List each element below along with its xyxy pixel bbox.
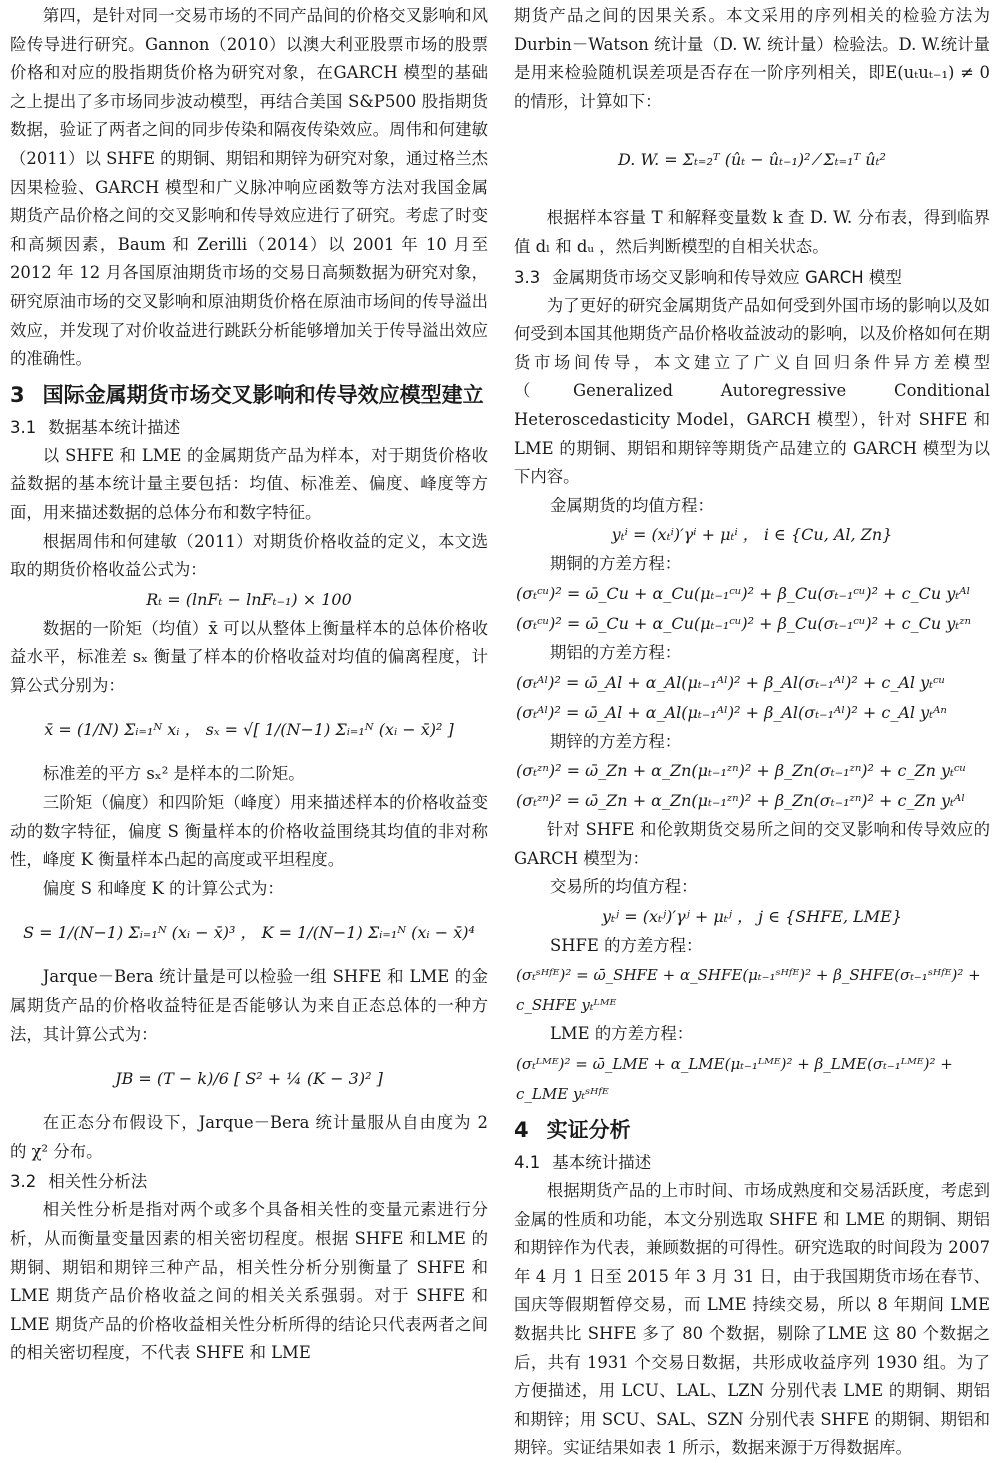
label: 期铜的方差方程： — [550, 554, 682, 574]
label: 期锌的方差方程： — [550, 731, 682, 751]
equation-shfe-variance: (σₜˢᴴᶠᴱ)² = ω̄_SHFE + α_SHFE(μₜ₋₁ˢᴴᶠᴱ)² + β_SHFE(σₜ₋₁ˢᴴᶠᴱ)² + c_SHFE yₜᴸᴹᴱ — [516, 966, 981, 1015]
equation-metal-mean: yₜⁱ = (xₜⁱ)′γⁱ + μₜⁱ ， i ∈ {Cu, Al, Zn} — [611, 525, 893, 545]
subsection-title: 相关性分析法 — [48, 1172, 148, 1192]
subsection-number: 3.1 — [10, 417, 37, 437]
paragraph: 三阶矩（偏度）和四阶矩（峰度）用来描述样本的价格收益变动的数字特征，偏度 S 衡量样本的价格收益围绕其均值的非对称性，峰度 K 衡量样本凸起的高度或平坦程度。 — [10, 793, 488, 870]
equation-mean-std: x̄ = (1/N) Σᵢ₌₁ᴺ xᵢ ， sₓ = √[ 1/(N−1) Σᵢ₌₁ᴺ (xᵢ − x̄)² ] — [44, 720, 454, 740]
equation-zn-variance-2: (σₜᶻⁿ)² = ω̄_Zn + α_Zn(μₜ₋₁ᶻⁿ)² + β_Zn(σₜ₋₁ᶻⁿ)² + c_Zn yₜᴬˡ — [516, 791, 966, 811]
equation-exchange-mean: yₜʲ = (xₜʲ)′γʲ + μₜʲ ， j ∈ {SHFE, LME} — [601, 906, 903, 926]
label: LME 的方差方程： — [550, 1024, 694, 1044]
label: 交易所的均值方程： — [550, 877, 698, 897]
subsection-4-1-heading — [514, 1149, 990, 1177]
equation-zn-variance-1: (σₜᶻⁿ)² = ω̄_Zn + α_Zn(μₜ₋₁ᶻⁿ)² + β_Zn(σₜ₋₁ᶻⁿ)² + c_Zn yₜᶜᵘ — [516, 761, 967, 781]
subsection-number: 4.1 — [514, 1153, 541, 1173]
paragraph: 期货产品之间的因果关系。本文采用的序列相关的检验方法为 Durbin－Watson 统计量（D. W. 统计量）检验法。D. W.统计量是用来检验随机误差项是否存在一阶序列相关，即E(uₜuₜ₋₁) ≠ 0 的情形，计算如下： — [514, 6, 990, 111]
section-3-heading — [10, 380, 488, 410]
subsection-title: 金属期货市场交叉影响和传导效应 GARCH 模型 — [552, 267, 902, 287]
subsection-3-2-heading — [10, 1168, 488, 1196]
paragraph: 根据周伟和何建敏（2011）对期货价格收益的定义，本文选取的期货价格收益公式为： — [10, 531, 488, 580]
paragraph: Jarque－Bera 统计量是可以检验一组 SHFE 和 LME 的金属期货产品的价格收益特征是否能够认为来自正态总体的一种方法，其计算公式为： — [10, 967, 488, 1044]
equation-lme-variance: (σₜᴸᴹᴱ)² = ω̄_LME + α_LME(μₜ₋₁ᴸᴹᴱ)² + β_LME(σₜ₋₁ᴸᴹᴱ)² + c_LME yₜˢᴴᶠᴱ — [516, 1055, 953, 1104]
equation-skew-kurt: S = 1/(N−1) Σᵢ₌₁ᴺ (xᵢ − x̄)³ ， K = 1/(N−1) Σᵢ₌₁ᴺ (xᵢ − x̄)⁴ — [23, 923, 475, 943]
paragraph: 数据的一阶矩（均值）x̄ 可以从整体上衡量样本的总体价格收益水平，标准差 sₓ 衡量了样本的价格收益对均值的偏离程度，计算公式分别为： — [10, 618, 488, 695]
subsection-3-3-heading — [514, 264, 990, 292]
equation-al-variance-2: (σₜᴬˡ)² = ω̄_Al + α_Al(μₜ₋₁ᴬˡ)² + β_Al(σₜ₋₁ᴬˡ)² + c_Al yₜᴬⁿ — [516, 702, 947, 722]
right-column — [514, 2, 990, 1463]
subsection-number: 3.2 — [10, 1172, 37, 1192]
paragraph: 以 SHFE 和 LME 的金属期货产品为样本，对于期货价格收益数据的基本统计量主要包括：均值、标准差、偏度、峰度等方面，用来描述数据的总体分布和数字特征。 — [10, 445, 488, 522]
paragraph-lit-review-4: 第四，是针对同一交易市场的不同产品间的价格交叉影响和风险传导进行研究。Gannon（2010）以澳大利亚股票市场的股票价格和对应的股指期货价格为研究对象，在GARCH 模型的基础之上提出了多市场同步波动模型，再结合美国 S&P500 股指期货数据，验证了两者之间的同步传染和隔夜传染效应。周伟和何建敏（2011）以 SHFE 的期铜、期铝和期锌为研究对象，通过格兰杰因果检验、GARCH 模型和广义脉冲响应函数等方法对我国金属期货产品价格之间的交叉影响和传导效应进行了研究。考虑了时变和高频因素，Baum 和 Zerilli（2014）以 2001 年 10 月至 2012 年 12 月各国原油期货市场的交易日高频数据为研究对象，研究原油市场的交叉影响和原油期货价格在原油市场间的传导溢出效应，并发现了对价收益进行跳跃分析能够增加关于传导溢出效应的准确性。 — [10, 6, 488, 369]
equation-cu-variance-1: (σₜᶜᵘ)² = ω̄_Cu + α_Cu(μₜ₋₁ᶜᵘ)² + β_Cu(σₜ₋₁ᶜᵘ)² + c_Cu yₜᴬˡ — [516, 583, 971, 603]
equation-durbin-watson: D. W. = Σₜ₌₂ᵀ (ûₜ − ûₜ₋₁)² ⁄ Σₜ₌₁ᵀ ûₜ² — [618, 150, 886, 170]
paragraph: 相关性分析是指对两个或多个具备相关性的变量元素进行分析，从而衡量变量因素的相关密切程度。根据 SHFE 和LME 的期铜、期铝和期锌三种产品，相关性分析分别衡量了 SHFE 和 LME 期货产品价格收益之间的相关关系强弱。对于 SHFE 和 LME 期货产品的价格收益相关性分析所得的结论只代表两者之间的相关密切程度，不代表 SHFE 和 LME — [10, 1200, 488, 1363]
label: 金属期货的均值方程： — [550, 495, 714, 515]
paragraph: 标准差的平方 sₓ² 是样本的二阶矩。 — [42, 764, 305, 784]
left-column — [10, 2, 488, 1368]
section-title: 实证分析 — [546, 1118, 631, 1143]
paragraph: 偏度 S 和峰度 K 的计算公式为： — [42, 878, 284, 898]
paragraph: 根据期货产品的上市时间、市场成熟度和交易活跃度，考虑到金属的性质和功能，本文分别选取 SHFE 和 LME 的期铜、期铝和期锌作为代表，兼顾数据的可得性。研究选取的时间段为 2007 年 4 月 1 日至 2015 年 3 月 31 日，由于我国期货市场在春节、国庆等假期暂停交易，而 LME 持续交易，所以 8 年期间 LME 数据共比 SHFE 多了 80 个数据，剔除了LME 这 80 个数据之后，共有 1931 个交易日数据，共形成收益序列 1930 组。为了方便描述，用 LCU、LAL、LZN 分别代表 LME 的期铜、期铝和期锌；用 SCU、SAL、SZN 分别代表 SHFE 的期铜、期铝和期锌。实证结果如表 1 所示，数据来源于万得数据库。 — [514, 1181, 990, 1458]
section-title: 国际金属期货市场交叉影响和传导效应模型建立 — [42, 382, 484, 407]
paragraph: 在正态分布假设下，Jarque－Bera 统计量服从自由度为 2 的 χ² 分布。 — [10, 1113, 488, 1161]
label: SHFE 的方差方程： — [550, 935, 703, 955]
equation-al-variance-1: (σₜᴬˡ)² = ω̄_Al + α_Al(μₜ₋₁ᴬˡ)² + β_Al(σₜ₋₁ᴬˡ)² + c_Al yₜᶜᵘ — [516, 672, 946, 692]
paragraph: 针对 SHFE 和伦敦期货交易所之间的交叉影响和传导效应的 GARCH 模型为： — [514, 820, 990, 868]
section-4-heading — [514, 1115, 990, 1145]
equation-jb: JB = (T − k)/6 [ S² + ¼ (K − 3)² ] — [115, 1069, 383, 1089]
equation-cu-variance-2: (σₜᶜᵘ)² = ω̄_Cu + α_Cu(μₜ₋₁ᶜᵘ)² + β_Cu(σₜ₋₁ᶜᵘ)² + c_Cu yₜᶻⁿ — [516, 613, 971, 633]
subsection-3-1-heading — [10, 414, 488, 442]
section-number: 3 — [10, 382, 25, 407]
section-number: 4 — [514, 1118, 529, 1143]
equation-return: Rₜ = (lnFₜ − lnFₜ₋₁) × 100 — [146, 589, 352, 609]
label: 期铝的方差方程： — [550, 642, 682, 662]
subsection-title: 数据基本统计描述 — [48, 417, 181, 437]
paragraph: 根据样本容量 T 和解释变量数 k 查 D. W. 分布表，得到临界值 dₗ 和 dᵤ ，然后判断模型的自相关状态。 — [514, 208, 990, 256]
subsection-number: 3.3 — [514, 267, 541, 287]
paragraph: 为了更好的研究金属期货产品如何受到外国市场的影响以及如何受到本国其他期货产品价格收益波动的影响，以及价格如何在期货市场间传导，本文建立了广义自回归条件异方差模型（Generalized Autoregressive Conditional Heteroscedasticity Model，GARCH 模型），针对 SHFE 和 LME 的期铜、期铝和期锌等期货产品建立的 GARCH 模型为以下内容。 — [514, 295, 990, 487]
subsection-title: 基本统计描述 — [552, 1153, 652, 1173]
